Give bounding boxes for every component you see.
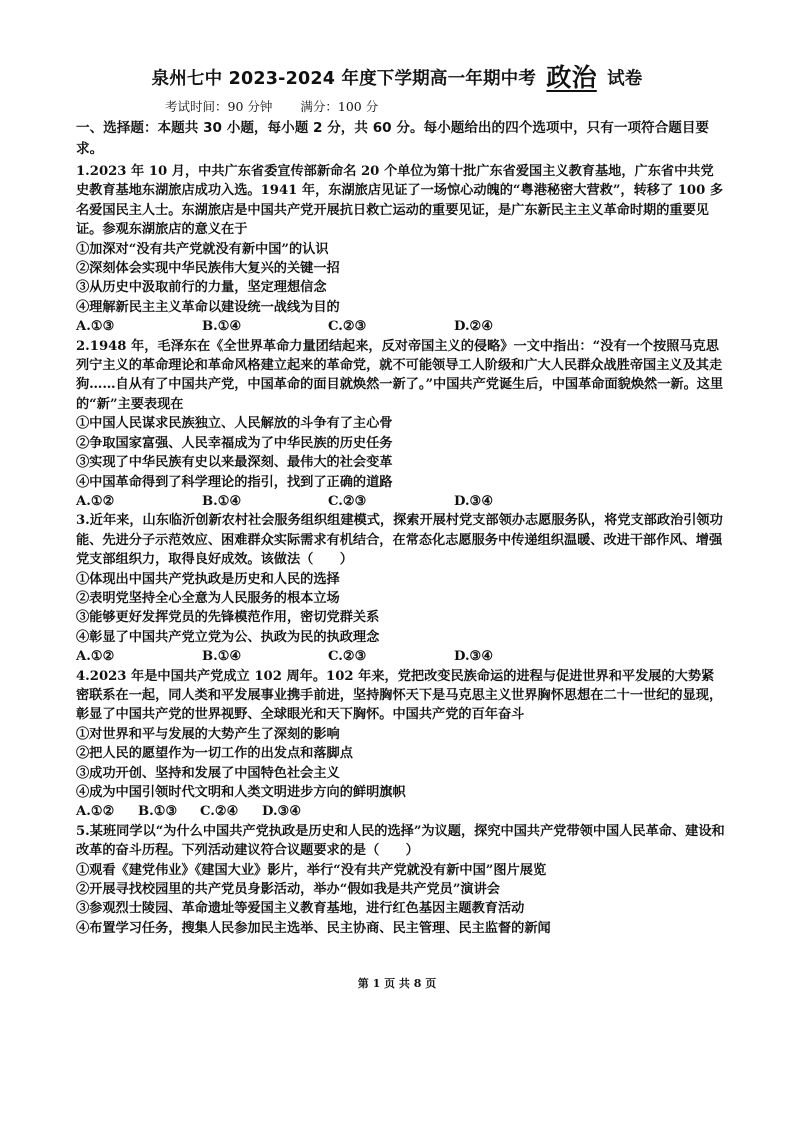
answer-choices [76, 647, 726, 666]
choice-a: A.①② [76, 804, 115, 820]
full-marks: 满分：100 分 [300, 99, 379, 114]
choice-b: B.①④ [202, 493, 242, 509]
statement-item: ①对世界和平与发展的大势产生了深刻的影响 [76, 726, 340, 742]
statement-item: ④成为中国引领时代文明和人类文明进步方向的鲜明旗帜 [76, 785, 406, 800]
statement-item: ②表明党坚持全心全意为人民服务的根本立场 [76, 590, 340, 606]
answer-choices [76, 492, 726, 511]
statement-item: ①加深对“没有共产党就没有新中国”的认识 [76, 241, 329, 257]
question-stem: 5.某班同学以“为什么中国共产党执政是历史和人民的选择”为议题，探究中国共产党带领中国人民革命、建设和改革的奋斗历程。下列活动建议符合议题要求的是（ ） [76, 823, 725, 859]
exam-body [76, 118, 726, 938]
exam-time: 考试时间：90 分钟 [165, 99, 273, 114]
choice-a: A.①② [76, 649, 115, 665]
title-subject: 政治 [546, 63, 597, 92]
page-number: 第 1 页 共 8 页 [357, 977, 437, 990]
choice-b: B.①④ [202, 649, 242, 665]
answer-choices [76, 802, 726, 821]
statement-item: ①中国人民谋求民族独立、人民解放的斗争有了主心骨 [76, 416, 393, 432]
exam-title [0, 58, 794, 94]
section-heading: 一、选择题：本题共 30 小题，每小题 2 分，共 60 分。每小题给出的四个选项中，只有一项符合题目要求。 [76, 120, 710, 157]
question-stem: 2.1948 年，毛泽东在《全世界革命力量团结起来，反对帝国主义的侵略》一文中指出：“没有一个按照马克思列宁主义的革命理论和革命风格建立起来的革命党，就不可能领导工人阶级和广大人民群众战胜帝国主义及其走狗……自从有了中国共产党，中国革命的面目就焕然一新了。”中国共产党诞生后，中国革命面貌焕然一新。这里的“新”主要表现在 [76, 338, 724, 412]
question-5 [76, 822, 726, 938]
statement-item: ②开展寻找校园里的共产党员身影活动，举办“假如我是共产党员”演讲会 [76, 882, 500, 898]
statement-item: ③实现了中华民族有史以来最深刻、最伟大的社会变革 [76, 455, 393, 471]
statement-item: ④理解新民主主义革命以建设统一战线为目的 [76, 299, 340, 315]
choice-c: C.②③ [328, 319, 367, 335]
choice-d: D.③④ [454, 649, 494, 665]
choice-b: B.①③ [138, 804, 178, 820]
statement-item: ④布置学习任务，搜集人民参加民主选举、民主协商、民主管理、民主监督的新闻 [76, 920, 551, 936]
choice-a: A.①② [76, 493, 115, 509]
question-3 [76, 511, 726, 666]
title-suffix: 试卷 [607, 69, 643, 89]
choice-c: C.②③ [328, 493, 367, 509]
choice-d: D.③④ [454, 493, 494, 509]
choice-a: A.①③ [76, 319, 115, 335]
exam-meta [165, 97, 378, 115]
question-4 [76, 667, 726, 822]
answer-choices [76, 317, 726, 336]
statement-item: ②把人民的愿望作为一切工作的出发点和落脚点 [76, 746, 353, 762]
statement-item: ④中国革命得到了科学理论的指引，找到了正确的道路 [76, 474, 393, 490]
title-school-term: 泉州七中 2023-2024 年度下学期高一年期中考 [151, 69, 537, 89]
question-1 [76, 162, 726, 337]
choice-d: D.②④ [454, 319, 494, 335]
question-stem: 4.2023 年是中国共产党成立 102 周年。102 年来，党把改变民族命运的进程与促进世界和平发展的大势紧密联系在一起，同人类和平发展事业携手前进，坚持胸怀天下是马克思主义世界胸怀思想在二十一世纪的显现，彰显了中国共产党的世界视野、全球眼光和天下胸怀。中国共产党的百年奋斗 [76, 668, 723, 723]
question-stem: 3.近年来，山东临沂创新农村社会服务组织组建模式，探索开展村党支部领办志愿服务队，将党支部政治引领功能、先进分子示范效应、困难群众实际需求有机结合，在常态化志愿服务中传递组织温暖、改进干部作风、增强党支部组织力，取得良好成效。该做法（ ） [76, 513, 723, 568]
statement-item: ③成功开创、坚持和发展了中国特色社会主义 [76, 765, 340, 781]
statement-item: ②争取国家富强、人民幸福成为了中华民族的历史任务 [76, 435, 393, 451]
question-stem: 1.2023 年 10 月，中共广东省委宣传部新命名 20 个单位为第十批广东省爱国主义教育基地，广东省中共党史教育基地东湖旅店成功入选。1941 年，东湖旅店见证了一场惊心动魄的“粤港秘密大营救”，转移了 100 多名爱国民主人士。东湖旅店是中国共产党开展抗日救亡运动的重要见证，是广东新民主主义革命时期的重要见证。参观东湖旅店的意义在于 [76, 164, 724, 238]
statement-item: ③参观烈士陵园、革命遗址等爱国主义教育基地，进行红色基因主题教育活动 [76, 901, 525, 917]
choice-c: C.②④ [200, 804, 239, 820]
statement-item: ①体现出中国共产党执政是历史和人民的选择 [76, 571, 340, 587]
choice-c: C.②③ [328, 649, 367, 665]
choice-b: B.①④ [202, 319, 242, 335]
statement-item: ①观看《建党伟业》《建国大业》影片，举行“没有共产党就没有新中国”图片展览 [76, 862, 547, 878]
statement-item: ③从历史中汲取前行的力量，坚定理想信念 [76, 280, 327, 296]
choice-d: D.③④ [262, 804, 302, 820]
statement-item: ②深刻体会实现中华民族伟大复兴的关键一招 [76, 261, 340, 277]
question-2 [76, 337, 726, 512]
statement-item: ③能够更好发挥党员的先锋模范作用，密切党群关系 [76, 610, 380, 626]
statement-item: ④彰显了中国共产党立党为公、执政为民的执政理念 [76, 629, 380, 645]
